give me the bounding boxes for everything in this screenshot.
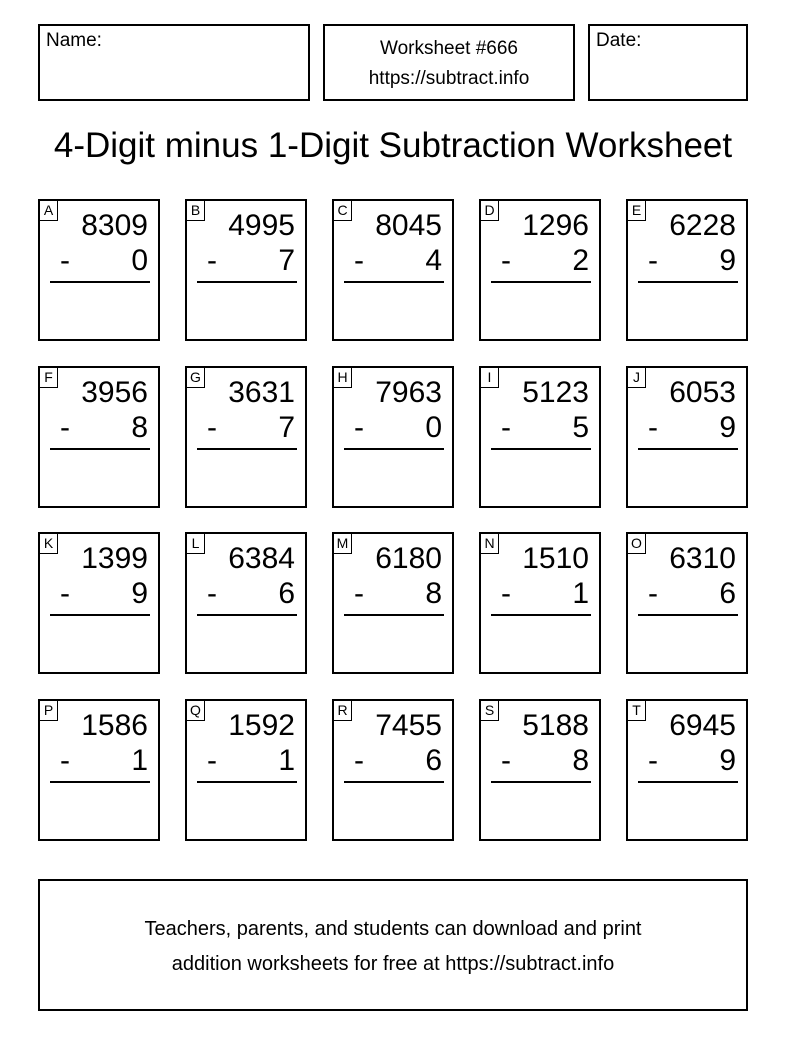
name-label: Name: <box>46 30 102 51</box>
problem-box <box>626 366 748 508</box>
minus-sign: - <box>648 244 658 277</box>
problem-letter: R <box>333 700 352 721</box>
minuend: 1592 <box>228 709 295 742</box>
minuend: 6180 <box>375 542 442 575</box>
minus-sign: - <box>60 744 70 777</box>
minus-sign: - <box>648 744 658 777</box>
subtrahend: 0 <box>425 411 442 444</box>
problem-box <box>332 699 454 841</box>
minuend: 1586 <box>81 709 148 742</box>
answer-line <box>638 781 738 783</box>
problem-box <box>38 366 160 508</box>
minuend: 6228 <box>669 209 736 242</box>
subtrahend: 9 <box>719 244 736 277</box>
answer-line <box>491 448 591 450</box>
problem-box <box>38 532 160 674</box>
problem-letter: A <box>39 200 58 221</box>
worksheet-url: https://subtract.info <box>368 68 530 89</box>
subtrahend: 1 <box>278 744 295 777</box>
problem-letter: M <box>333 533 352 554</box>
minus-sign: - <box>501 577 511 610</box>
date-field-box[interactable] <box>588 24 748 101</box>
problem-box <box>185 532 307 674</box>
subtrahend: 2 <box>572 244 589 277</box>
problem-box <box>479 532 601 674</box>
minuend: 6310 <box>669 542 736 575</box>
minus-sign: - <box>207 411 217 444</box>
minus-sign: - <box>354 411 364 444</box>
page-title: 4-Digit minus 1-Digit Subtraction Worksheet <box>53 126 733 165</box>
problem-letter: K <box>39 533 58 554</box>
minuend: 8309 <box>81 209 148 242</box>
answer-line <box>197 614 297 616</box>
problem-letter: E <box>627 200 646 221</box>
answer-line <box>197 781 297 783</box>
subtrahend: 9 <box>719 411 736 444</box>
minus-sign: - <box>354 577 364 610</box>
problem-box <box>479 366 601 508</box>
problem-box <box>185 699 307 841</box>
subtrahend: 9 <box>719 744 736 777</box>
subtrahend: 8 <box>425 577 442 610</box>
footer-box <box>38 879 748 1011</box>
problem-letter: B <box>186 200 205 221</box>
minus-sign: - <box>60 244 70 277</box>
minuend: 6384 <box>228 542 295 575</box>
problem-letter: N <box>480 533 499 554</box>
minuend: 4995 <box>228 209 295 242</box>
minuend: 7455 <box>375 709 442 742</box>
minuend: 1510 <box>522 542 589 575</box>
answer-line <box>344 281 444 283</box>
footer-line-1: Teachers, parents, and students can download and print <box>144 918 642 940</box>
answer-line <box>344 614 444 616</box>
problem-letter: S <box>480 700 499 721</box>
problem-letter: F <box>39 367 58 388</box>
minus-sign: - <box>207 244 217 277</box>
minus-sign: - <box>354 744 364 777</box>
answer-line <box>50 281 150 283</box>
problem-letter: I <box>480 367 499 388</box>
subtrahend: 0 <box>131 244 148 277</box>
answer-line <box>491 614 591 616</box>
subtrahend: 6 <box>425 744 442 777</box>
problem-letter: D <box>480 200 499 221</box>
problem-box <box>626 199 748 341</box>
problem-box <box>38 699 160 841</box>
subtrahend: 5 <box>572 411 589 444</box>
problem-letter: J <box>627 367 646 388</box>
answer-line <box>638 614 738 616</box>
subtrahend: 8 <box>131 411 148 444</box>
answer-line <box>491 281 591 283</box>
minus-sign: - <box>501 244 511 277</box>
answer-line <box>197 448 297 450</box>
answer-line <box>50 614 150 616</box>
subtrahend: 6 <box>278 577 295 610</box>
minuend: 7963 <box>375 376 442 409</box>
minus-sign: - <box>648 411 658 444</box>
minuend: 6053 <box>669 376 736 409</box>
subtrahend: 1 <box>131 744 148 777</box>
problem-box <box>332 199 454 341</box>
subtrahend: 7 <box>278 411 295 444</box>
minus-sign: - <box>60 577 70 610</box>
answer-line <box>344 448 444 450</box>
subtrahend: 7 <box>278 244 295 277</box>
minuend: 1296 <box>522 209 589 242</box>
minus-sign: - <box>501 411 511 444</box>
answer-line <box>638 281 738 283</box>
date-label: Date: <box>596 30 642 51</box>
problem-letter: C <box>333 200 352 221</box>
worksheet-info-box <box>323 24 575 101</box>
answer-line <box>638 448 738 450</box>
problem-box <box>332 366 454 508</box>
answer-line <box>491 781 591 783</box>
answer-line <box>50 448 150 450</box>
subtrahend: 1 <box>572 577 589 610</box>
problem-box <box>626 699 748 841</box>
answer-line <box>344 781 444 783</box>
problem-letter: T <box>627 700 646 721</box>
problem-box <box>38 199 160 341</box>
subtrahend: 9 <box>131 577 148 610</box>
subtrahend: 4 <box>425 244 442 277</box>
answer-line <box>50 781 150 783</box>
problem-letter: O <box>627 533 646 554</box>
problem-letter: G <box>186 367 205 388</box>
subtrahend: 6 <box>719 577 736 610</box>
minuend: 1399 <box>81 542 148 575</box>
minus-sign: - <box>501 744 511 777</box>
problem-box <box>479 699 601 841</box>
worksheet-number: Worksheet #666 <box>379 38 518 59</box>
problem-letter: H <box>333 367 352 388</box>
problem-letter: L <box>186 533 205 554</box>
footer-line-2: addition worksheets for free at https://subtract.info <box>171 953 615 975</box>
problem-box <box>332 532 454 674</box>
minus-sign: - <box>60 411 70 444</box>
minus-sign: - <box>207 744 217 777</box>
minus-sign: - <box>648 577 658 610</box>
minuend: 5188 <box>522 709 589 742</box>
minuend: 6945 <box>669 709 736 742</box>
problem-box <box>479 199 601 341</box>
problem-box <box>626 532 748 674</box>
problem-box <box>185 199 307 341</box>
answer-line <box>197 281 297 283</box>
minus-sign: - <box>207 577 217 610</box>
minuend: 3956 <box>81 376 148 409</box>
minuend: 5123 <box>522 376 589 409</box>
problem-letter: P <box>39 700 58 721</box>
name-field-box[interactable] <box>38 24 310 101</box>
problem-box <box>185 366 307 508</box>
minuend: 8045 <box>375 209 442 242</box>
problem-letter: Q <box>186 700 205 721</box>
subtrahend: 8 <box>572 744 589 777</box>
minus-sign: - <box>354 244 364 277</box>
minuend: 3631 <box>228 376 295 409</box>
